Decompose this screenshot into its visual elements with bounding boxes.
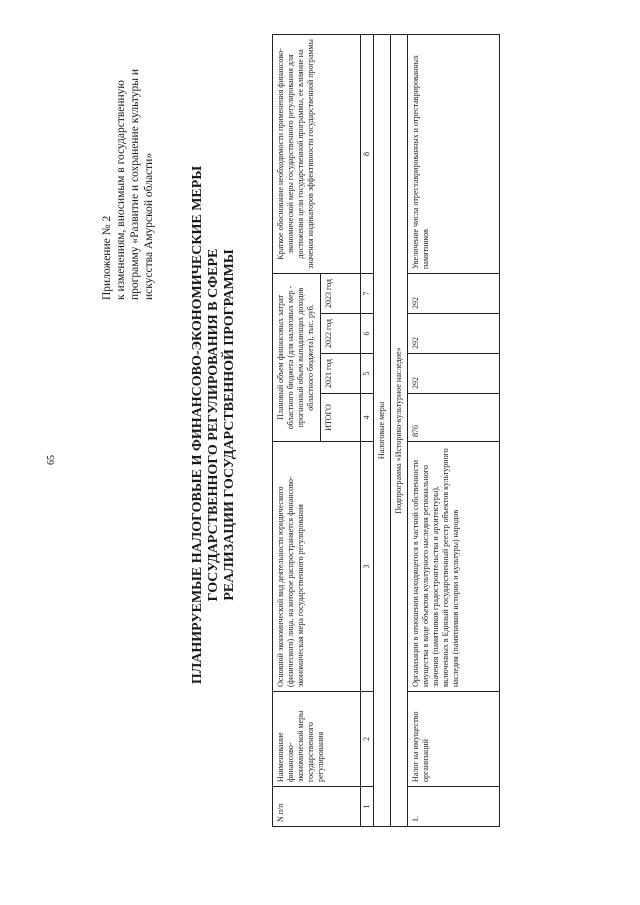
page-number: 65 (46, 455, 57, 465)
header-row (273, 34, 321, 826)
row-total: 876 (408, 394, 500, 442)
col-number: 4 (361, 394, 374, 442)
header-rationale: Краткое обоснование необходимости применения финансово-экономической меры государственного регулирования для достижения цели государственной программы, ее влияние на значения индикаторов эффективности государственной программы (273, 34, 361, 273)
section-row (374, 34, 391, 826)
row-num: 1. (408, 787, 500, 827)
appendix-line: искусства Амурской области» (143, 152, 155, 300)
col-number: 3 (361, 442, 374, 692)
table-row (408, 34, 500, 826)
header-2023: 2023 год (321, 273, 361, 313)
measures-table (272, 34, 500, 827)
row-2023: 292 (408, 273, 500, 313)
col-number: 1 (361, 787, 374, 827)
col-number: 8 (361, 34, 374, 273)
appendix-note (100, 40, 156, 300)
col-number: 5 (361, 354, 374, 394)
header-2021: 2021 год (321, 354, 361, 394)
row-activity: Организации в отношении находящегося в частной собственности имущества в виде объектов культурного наследия регионального значения (памятников градостроительства и архитектуры), включенных в Единый государственный реестр объектов культурного наследия (памятников истории и культуры) народов (408, 442, 500, 692)
header-total: ИТОГО (321, 394, 361, 442)
appendix-line: программу «Развитие и сохранение культуры и (129, 68, 141, 300)
document-title (190, 25, 238, 825)
row-name: Налог на имущество организаций (408, 692, 500, 787)
col-number: 7 (361, 273, 374, 313)
header-volume: Плановый объем финансовых затрат областного бюджета (для налоговых мер - прогнозный объем выпадающих доходов областного бюджета), тыс. руб. (273, 273, 321, 441)
header-num: N п/п (273, 787, 361, 827)
section-title: Налоговые меры (374, 34, 391, 826)
header-2022: 2022 год (321, 314, 361, 354)
col-number: 2 (361, 692, 374, 787)
row-2022: 292 (408, 314, 500, 354)
title-line: ПЛАНИРУЕМЫЕ НАЛОГОВЫЕ И ФИНАНСОВО-ЭКОНОМИЧЕСКИЕ МЕРЫ (190, 165, 205, 685)
appendix-line: Приложение № 2 (101, 215, 113, 300)
header-name: Наименование финансово-экономической меры государственного регулирования (273, 692, 361, 787)
header-activity: Основной экономический вид деятельности юридического (физического) лица, на которое распространяется финансово-экономическая мера государственного регулирования (273, 442, 361, 692)
subprogram-title: Подпрограмма «Историко-культурное наследие» (391, 34, 408, 826)
title-line: ГОСУДАРСТВЕННОГО РЕГУЛИРОВАНИЯ В СФЕРЕ (206, 248, 221, 602)
appendix-line: к изменениям, вносимым в государственную (115, 80, 127, 300)
subprogram-row (391, 34, 408, 826)
col-number: 6 (361, 314, 374, 354)
row-2021: 292 (408, 354, 500, 394)
row-rationale: Увеличение числа отреставрированных и отреставрированных памятников (408, 34, 500, 273)
title-line: РЕАЛИЗАЦИИ ГОСУДАРСТВЕННОЙ ПРОГРАММЫ (222, 249, 237, 601)
column-number-row (361, 34, 374, 826)
